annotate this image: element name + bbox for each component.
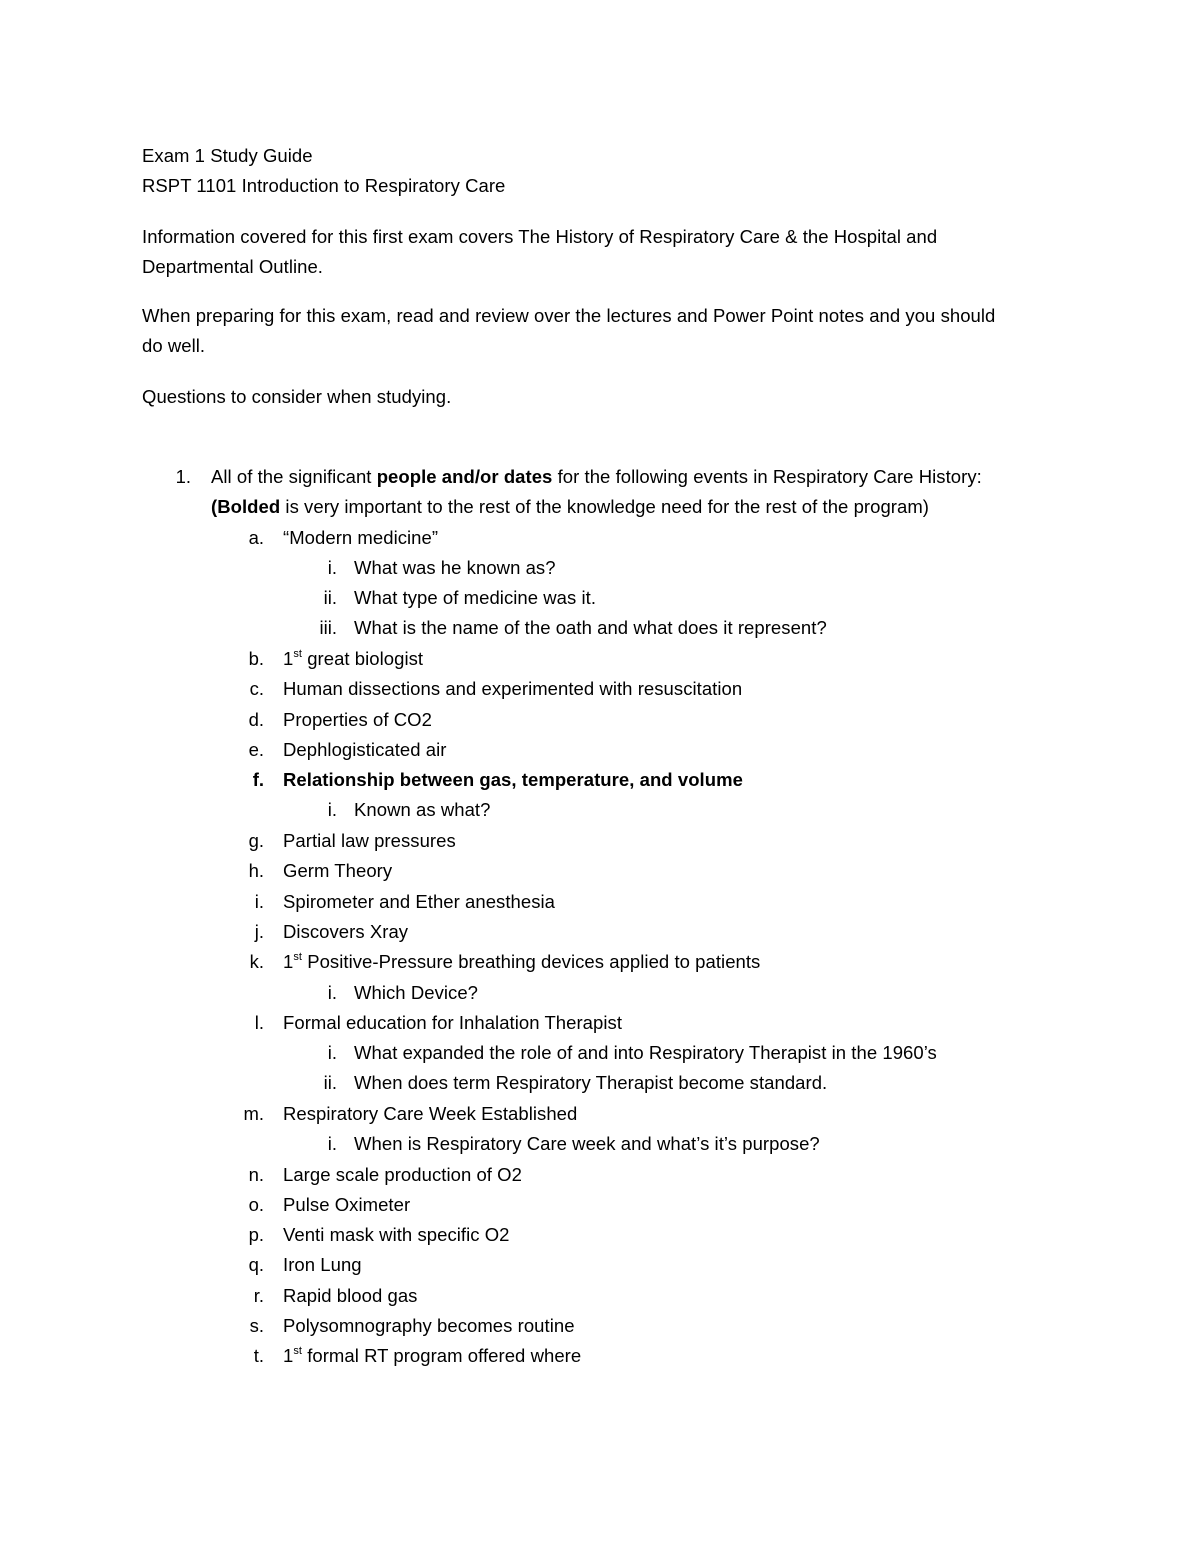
list-item-marker: h. — [248, 860, 264, 881]
list-item: Iron Lung — [283, 1254, 362, 1275]
list-item-marker: o. — [248, 1194, 264, 1215]
sub-item-marker: i. — [327, 982, 337, 1003]
list-item: Respiratory Care Week Established — [283, 1103, 578, 1124]
sub-item-marker: iii. — [319, 617, 337, 638]
ordinal-number: 1 — [283, 951, 294, 972]
sub-item: What is the name of the oath and what does it represent? — [354, 617, 827, 638]
list-item-marker: a. — [248, 527, 264, 548]
list-item-marker: g. — [248, 830, 264, 851]
list-item-marker: n. — [248, 1164, 264, 1185]
sub-item-marker: i. — [327, 1133, 337, 1154]
list-item-marker: k. — [249, 951, 264, 972]
sub-item-marker: i. — [327, 799, 337, 820]
ordinal-suffix: st — [293, 1344, 302, 1357]
list-item-text: great biologist — [302, 648, 424, 669]
sub-item: Which Device? — [354, 982, 479, 1003]
intro-paragraph-1-line-1: Information covered for this first exam covers The History of Respiratory Care & the Hospital and — [142, 226, 938, 247]
intro-paragraph-2-line-2: do well. — [142, 335, 206, 356]
sub-item-marker: i. — [327, 557, 337, 578]
intro-paragraph-3: Questions to consider when studying. — [142, 386, 452, 407]
question-1-paren: ( — [211, 496, 218, 517]
list-item-bold: Relationship between gas, temperature, and volume — [283, 769, 743, 790]
list-item-marker: s. — [249, 1315, 264, 1336]
list-item-marker: d. — [248, 709, 264, 730]
list-item: Venti mask with specific O2 — [283, 1224, 510, 1245]
list-item: “Modern medicine” — [283, 527, 439, 548]
ordinal-number: 1 — [283, 1345, 294, 1366]
list-item: Partial law pressures — [283, 830, 456, 851]
list-item: Spirometer and Ether anesthesia — [283, 891, 556, 912]
question-1-text-pre: All of the significant — [211, 466, 377, 487]
list-item-marker: q. — [248, 1254, 264, 1275]
question-number: 1. — [175, 466, 191, 487]
course-title: RSPT 1101 Introduction to Respiratory Care — [142, 175, 506, 196]
list-item: Rapid blood gas — [283, 1285, 418, 1306]
list-item-text: Positive-Pressure breathing devices applied to patients — [302, 951, 761, 972]
list-item: Human dissections and experimented with resuscitation — [283, 678, 743, 699]
list-item-marker: c. — [249, 678, 264, 699]
ordinal-suffix: st — [293, 647, 302, 660]
sub-item: What type of medicine was it. — [354, 587, 597, 608]
question-1-text-post: for the following events in Respiratory Care History: — [552, 466, 982, 487]
list-item-marker: p. — [248, 1224, 264, 1245]
list-item-marker: i. — [254, 891, 264, 912]
intro-paragraph-2-line-1: When preparing for this exam, read and review over the lectures and Power Point notes and you should — [142, 305, 996, 326]
list-item — [283, 1344, 581, 1368]
question-1-line-1 — [211, 465, 982, 489]
sub-item-marker: ii. — [323, 1072, 337, 1093]
list-item: Discovers Xray — [283, 921, 409, 942]
question-1-note: is very important to the rest of the knowledge need for the rest of the program) — [280, 496, 930, 517]
list-item-marker: r. — [253, 1285, 264, 1306]
list-item: Pulse Oximeter — [283, 1194, 411, 1215]
sub-item: Known as what? — [354, 799, 491, 820]
list-item-text: formal RT program offered where — [302, 1345, 582, 1366]
list-item-marker: j. — [254, 921, 264, 942]
sub-item: What expanded the role of and into Respiratory Therapist in the 1960’s — [354, 1042, 937, 1063]
list-item: Formal education for Inhalation Therapist — [283, 1012, 623, 1033]
list-item-marker: l. — [254, 1012, 264, 1033]
document-title: Exam 1 Study Guide — [142, 145, 313, 166]
sub-item-marker: ii. — [323, 587, 337, 608]
question-1-text-bold: people and/or dates — [376, 466, 553, 487]
list-item-marker: t. — [253, 1345, 264, 1366]
ordinal-suffix: st — [293, 950, 302, 963]
list-item: Properties of CO2 — [283, 709, 432, 730]
list-item-marker: b. — [248, 648, 264, 669]
list-item — [283, 950, 760, 974]
sub-item: When does term Respiratory Therapist become standard. — [354, 1072, 828, 1093]
list-item-marker: f. — [252, 769, 264, 790]
sub-item: What was he known as? — [354, 557, 556, 578]
question-1-bolded-word: Bolded — [217, 496, 281, 517]
sub-item: When is Respiratory Care week and what’s it’s purpose? — [354, 1133, 820, 1154]
list-item-marker: m. — [243, 1103, 264, 1124]
question-1-line-2 — [211, 495, 929, 519]
list-item: Dephlogisticated air — [283, 739, 447, 760]
list-item: Germ Theory — [283, 860, 393, 881]
list-item-marker: e. — [248, 739, 264, 760]
list-item — [283, 647, 423, 671]
intro-paragraph-1-line-2: Departmental Outline. — [142, 256, 324, 277]
list-item: Large scale production of O2 — [283, 1164, 522, 1185]
list-item: Polysomnography becomes routine — [283, 1315, 575, 1336]
sub-item-marker: i. — [327, 1042, 337, 1063]
ordinal-number: 1 — [283, 648, 294, 669]
